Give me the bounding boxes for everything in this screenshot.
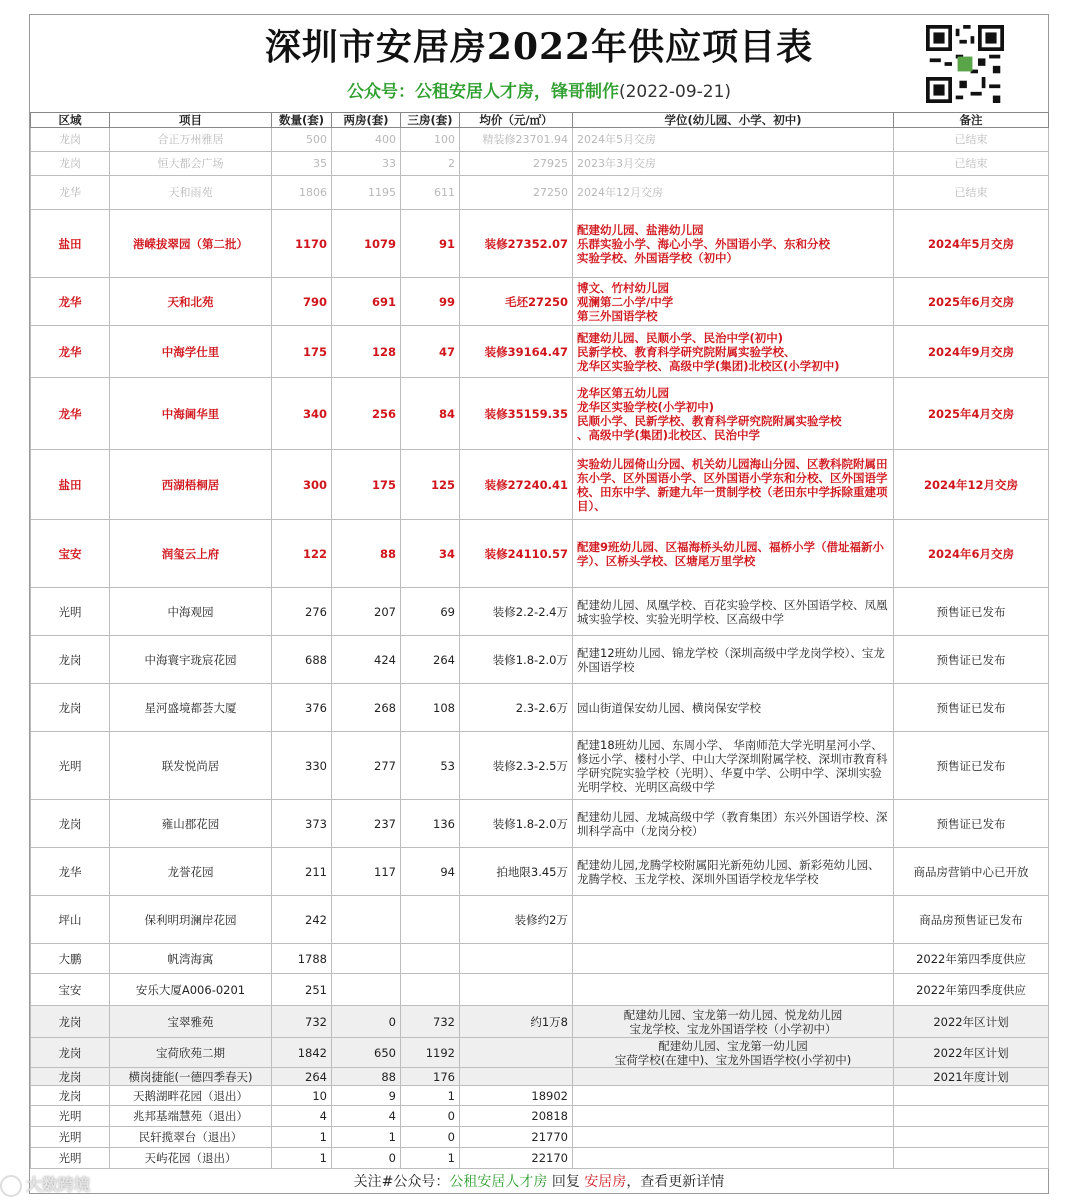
table-cell: 龙岗 xyxy=(31,800,110,848)
table-cell: 龙华 xyxy=(31,176,110,210)
table-cell: 配建幼儿园,龙腾学校附属阳光新苑幼儿园、新彩苑幼儿园、龙腾学校、玉龙学校、深圳外国语学校龙华学校 xyxy=(573,848,894,896)
table-cell: 1 xyxy=(332,1127,401,1148)
table-cell: 175 xyxy=(332,450,401,520)
table-cell: 民轩揽翠台（退出） xyxy=(110,1127,272,1148)
table-cell: 装修35159.35 xyxy=(460,378,573,450)
table-cell: 237 xyxy=(332,800,401,848)
table-row xyxy=(31,1106,1049,1127)
table-cell: 装修2.3-2.5万 xyxy=(460,732,573,800)
table-cell: 天鹅湖畔花园（退出） xyxy=(110,1086,272,1106)
supply-table xyxy=(30,112,1049,1169)
table-cell xyxy=(401,974,460,1006)
table-cell xyxy=(573,1127,894,1148)
footer-mid: 回复 xyxy=(547,1174,585,1190)
table-row xyxy=(31,128,1049,152)
table-cell: 264 xyxy=(272,1068,332,1086)
table-cell: 帆湾海寓 xyxy=(110,944,272,974)
table-cell: 坪山 xyxy=(31,896,110,944)
table-cell: 合正万州雅居 xyxy=(110,128,272,152)
table-cell: 配建幼儿园、民顺小学、民治中学(初中) 民新学校、教育科学研究院附属实验学校、 龙华区实验学校、高级中学(集团)北校区(小学初中) xyxy=(573,326,894,378)
table-row xyxy=(31,1038,1049,1068)
table-cell: 27250 xyxy=(460,176,573,210)
table-cell xyxy=(401,896,460,944)
table-cell xyxy=(573,974,894,1006)
watermark xyxy=(0,1172,90,1197)
table-cell: 1788 xyxy=(272,944,332,974)
table-cell: 176 xyxy=(401,1068,460,1086)
table-cell: 1170 xyxy=(272,210,332,278)
table-row xyxy=(31,684,1049,732)
table-cell: 207 xyxy=(332,588,401,636)
table-cell: 光明 xyxy=(31,1106,110,1127)
table-cell: 0 xyxy=(332,1148,401,1169)
table-cell: 732 xyxy=(272,1006,332,1038)
header-cell: 三房(套) xyxy=(401,113,460,128)
table-cell: 175 xyxy=(272,326,332,378)
table-cell: 2025年6月交房 xyxy=(894,278,1049,326)
table-cell: 配建9班幼儿园、区福海桥头幼儿园、福桥小学（借址福新小学）、区桥头学校、区塘尾万里学校 xyxy=(573,520,894,588)
table-cell: 装修39164.47 xyxy=(460,326,573,378)
table-cell: 联发悦尚居 xyxy=(110,732,272,800)
table-row xyxy=(31,848,1049,896)
table-cell: 732 xyxy=(401,1006,460,1038)
table-cell: 2 xyxy=(401,152,460,176)
table-cell xyxy=(332,896,401,944)
table-header-row xyxy=(31,113,1049,128)
table-cell: 龙华 xyxy=(31,326,110,378)
table-row xyxy=(31,152,1049,176)
table-cell: 装修2.2-2.4万 xyxy=(460,588,573,636)
table-cell: 已结束 xyxy=(894,152,1049,176)
table-row xyxy=(31,520,1049,588)
table-cell xyxy=(894,1106,1049,1127)
table-cell: 2021年度计划 xyxy=(894,1068,1049,1086)
table-cell: 211 xyxy=(272,848,332,896)
table-cell: 宝安 xyxy=(31,520,110,588)
table-cell xyxy=(894,1086,1049,1106)
table-cell: 2025年4月交房 xyxy=(894,378,1049,450)
table-row xyxy=(31,636,1049,684)
table-cell: 龙岗 xyxy=(31,1038,110,1068)
table-cell: 688 xyxy=(272,636,332,684)
table-cell: 龙岗 xyxy=(31,152,110,176)
table-cell: 光明 xyxy=(31,732,110,800)
table-cell: 龙华 xyxy=(31,278,110,326)
table-cell: 276 xyxy=(272,588,332,636)
table-cell: 264 xyxy=(401,636,460,684)
table-cell xyxy=(894,1127,1049,1148)
table-row xyxy=(31,800,1049,848)
table-cell: 125 xyxy=(401,450,460,520)
header-cell: 均价（元/㎡） xyxy=(460,113,573,128)
table-cell: 330 xyxy=(272,732,332,800)
footer-keyword: 安居房 xyxy=(584,1174,627,1190)
table-cell: 20818 xyxy=(460,1106,573,1127)
footer-suffix: ，查看更新详情 xyxy=(626,1174,725,1190)
table-cell: 88 xyxy=(332,520,401,588)
table-cell: 2022年区计划 xyxy=(894,1038,1049,1068)
table-cell: 300 xyxy=(272,450,332,520)
table-cell: 373 xyxy=(272,800,332,848)
table-cell: 2024年12月交房 xyxy=(573,176,894,210)
table-cell: 2022年第四季度供应 xyxy=(894,944,1049,974)
table-cell: 53 xyxy=(401,732,460,800)
table-cell: 星河盛境都荟大厦 xyxy=(110,684,272,732)
table-cell: 精装修23701.94 xyxy=(460,128,573,152)
table-cell: 商品房预售证已发布 xyxy=(894,896,1049,944)
table-cell: 2022年区计划 xyxy=(894,1006,1049,1038)
table-row xyxy=(31,1068,1049,1086)
table-cell: 18902 xyxy=(460,1086,573,1106)
table-cell: 0 xyxy=(401,1106,460,1127)
table-cell: 2024年5月交房 xyxy=(573,128,894,152)
table-cell xyxy=(460,1038,573,1068)
table-cell: 100 xyxy=(401,128,460,152)
table-cell: 装修约2万 xyxy=(460,896,573,944)
table-cell: 22170 xyxy=(460,1148,573,1169)
table-cell: 611 xyxy=(401,176,460,210)
table-cell: 69 xyxy=(401,588,460,636)
qr-code-icon xyxy=(926,25,1004,103)
table-cell: 实验幼儿园倚山分园、机关幼儿园海山分园、区教科院附属田东小学、区外国语小学、区外国语小学东和分校、区外国语学校、田东中学、新建九年一贯制学校（老田东中学拆除重建项目）、 xyxy=(573,450,894,520)
table-cell: 27925 xyxy=(460,152,573,176)
table-cell xyxy=(460,944,573,974)
table-row xyxy=(31,1148,1049,1169)
table-cell: 500 xyxy=(272,128,332,152)
table-cell xyxy=(460,1068,573,1086)
table-cell: 天和北苑 xyxy=(110,278,272,326)
table-row xyxy=(31,450,1049,520)
table-cell: 1079 xyxy=(332,210,401,278)
table-cell: 84 xyxy=(401,378,460,450)
table-row xyxy=(31,732,1049,800)
table-cell: 94 xyxy=(401,848,460,896)
table-cell: 盐田 xyxy=(31,450,110,520)
table-cell: 268 xyxy=(332,684,401,732)
table-row xyxy=(31,378,1049,450)
header-cell: 项目 xyxy=(110,113,272,128)
table-cell xyxy=(573,944,894,974)
table-cell: 2024年6月交房 xyxy=(894,520,1049,588)
table-cell: 650 xyxy=(332,1038,401,1068)
table-cell: 装修1.8-2.0万 xyxy=(460,800,573,848)
table-cell: 龙岗 xyxy=(31,636,110,684)
table-cell: 预售证已发布 xyxy=(894,800,1049,848)
table-cell: 西湖梧桐居 xyxy=(110,450,272,520)
table-row xyxy=(31,896,1049,944)
table-cell: 790 xyxy=(272,278,332,326)
table-cell: 预售证已发布 xyxy=(894,588,1049,636)
table-cell: 1842 xyxy=(272,1038,332,1068)
table-cell: 2.3-2.6万 xyxy=(460,684,573,732)
table-row xyxy=(31,176,1049,210)
table-cell: 已结束 xyxy=(894,128,1049,152)
table-cell: 136 xyxy=(401,800,460,848)
table-cell: 恒大都会广场 xyxy=(110,152,272,176)
table-cell: 预售证已发布 xyxy=(894,684,1049,732)
table-cell: 配建幼儿园、宝龙第一幼儿园、悦龙幼儿园 宝龙学校、宝龙外国语学校（小学初中） xyxy=(573,1006,894,1038)
header-cell: 数量(套) xyxy=(272,113,332,128)
table-cell xyxy=(332,974,401,1006)
table-cell: 龙岗 xyxy=(31,1086,110,1106)
table-cell xyxy=(573,1106,894,1127)
table-cell: 光明 xyxy=(31,588,110,636)
table-cell: 277 xyxy=(332,732,401,800)
table-cell: 中海学仕里 xyxy=(110,326,272,378)
table-cell: 配建幼儿园、龙城高级中学（教育集团）东兴外国语学校、深圳科学高中（龙岗分校） xyxy=(573,800,894,848)
table-cell: 盐田 xyxy=(31,210,110,278)
table-cell: 龙岗 xyxy=(31,1068,110,1086)
table-cell: 400 xyxy=(332,128,401,152)
table-row xyxy=(31,1086,1049,1106)
table-cell: 0 xyxy=(401,1127,460,1148)
table-cell xyxy=(573,1148,894,1169)
table-cell: 保利明玥澜岸花园 xyxy=(110,896,272,944)
table-cell: 博文、竹村幼儿园 观澜第二小学/中学 第三外国语学校 xyxy=(573,278,894,326)
table-cell: 横岗捷能(一德四季春天) xyxy=(110,1068,272,1086)
table-cell: 88 xyxy=(332,1068,401,1086)
table-cell: 340 xyxy=(272,378,332,450)
table-cell: 中海寰宇珑宸花园 xyxy=(110,636,272,684)
table-cell: 1 xyxy=(401,1148,460,1169)
table-cell xyxy=(332,944,401,974)
table-cell: 2023年3月交房 xyxy=(573,152,894,176)
table-cell: 宝翠雅苑 xyxy=(110,1006,272,1038)
table-cell xyxy=(573,1086,894,1106)
watermark-logo-icon xyxy=(0,1175,22,1197)
table-cell: 35 xyxy=(272,152,332,176)
table-row xyxy=(31,326,1049,378)
table-cell: 2024年5月交房 xyxy=(894,210,1049,278)
table-row xyxy=(31,974,1049,1006)
table-cell: 预售证已发布 xyxy=(894,732,1049,800)
table-cell: 港嵘拔翠园（第二批） xyxy=(110,210,272,278)
table-cell: 1 xyxy=(401,1086,460,1106)
table-cell: 34 xyxy=(401,520,460,588)
table-cell: 4 xyxy=(332,1106,401,1127)
table-cell: 47 xyxy=(401,326,460,378)
table-cell: 龙华 xyxy=(31,378,110,450)
subtitle xyxy=(30,77,1048,102)
table-cell: 天和雨苑 xyxy=(110,176,272,210)
table-cell: 1806 xyxy=(272,176,332,210)
table-row xyxy=(31,1127,1049,1148)
table-cell: 122 xyxy=(272,520,332,588)
table-cell: 1192 xyxy=(401,1038,460,1068)
table-cell: 256 xyxy=(332,378,401,450)
table-cell: 龙誉花园 xyxy=(110,848,272,896)
table-cell: 1 xyxy=(272,1148,332,1169)
table-cell: 龙岗 xyxy=(31,128,110,152)
table-cell: 1 xyxy=(272,1127,332,1148)
table-row xyxy=(31,210,1049,278)
table-cell: 配建幼儿园、宝龙第一幼儿园 宝荷学校(在建中)、宝龙外国语学校(小学初中) xyxy=(573,1038,894,1068)
table-cell xyxy=(894,1148,1049,1169)
table-cell: 配建幼儿园、凤凰学校、百花实验学校、区外国语学校、凤凰城实验学校、实验光明学校、区高级中学 xyxy=(573,588,894,636)
table-cell: 117 xyxy=(332,848,401,896)
table-cell: 10 xyxy=(272,1086,332,1106)
table-cell xyxy=(573,896,894,944)
table-cell: 中海阃华里 xyxy=(110,378,272,450)
table-cell: 配建幼儿园、盐港幼儿园 乐群实验小学、海心小学、外国语小学、东和分校 实验学校、外国语学校（初中） xyxy=(573,210,894,278)
table-cell: 约1万8 xyxy=(460,1006,573,1038)
table-cell: 242 xyxy=(272,896,332,944)
table-cell xyxy=(460,974,573,1006)
footer-prefix: 关注#公众号： xyxy=(353,1174,450,1190)
table-cell: 装修1.8-2.0万 xyxy=(460,636,573,684)
table-cell: 424 xyxy=(332,636,401,684)
table-cell: 4 xyxy=(272,1106,332,1127)
table-row xyxy=(31,944,1049,974)
table-cell: 9 xyxy=(332,1086,401,1106)
footer-account: 公租安居人才房 xyxy=(449,1174,548,1190)
table-cell: 1195 xyxy=(332,176,401,210)
table-cell: 装修24110.57 xyxy=(460,520,573,588)
header-cell: 区域 xyxy=(31,113,110,128)
table-cell: 光明 xyxy=(31,1127,110,1148)
table-cell: 装修27240.41 xyxy=(460,450,573,520)
table-cell: 光明 xyxy=(31,1148,110,1169)
table-cell: 2022年第四季度供应 xyxy=(894,974,1049,1006)
table-cell: 装修27352.07 xyxy=(460,210,573,278)
table-cell: 园山街道保安幼儿园、横岗保安学校 xyxy=(573,684,894,732)
table-cell: 龙岗 xyxy=(31,684,110,732)
table-cell: 天屿花园（退出） xyxy=(110,1148,272,1169)
footer-note xyxy=(30,1171,1048,1191)
table-cell: 润玺云上府 xyxy=(110,520,272,588)
header-cell: 学位(幼儿园、小学、初中) xyxy=(573,113,894,128)
table-cell: 预售证已发布 xyxy=(894,636,1049,684)
table-cell: 33 xyxy=(332,152,401,176)
table-cell: 龙岗 xyxy=(31,1006,110,1038)
table-row xyxy=(31,588,1049,636)
table-cell: 龙华 xyxy=(31,848,110,896)
subtitle-date: (2022-09-21) xyxy=(618,82,732,102)
table-cell: 已结束 xyxy=(894,176,1049,210)
table-cell: 龙华区第五幼儿园 龙华区实验学校(小学初中) 民顺小学、民新学校、教育科学研究院附属实验学校 、高级中学(集团)北校区、民治中学 xyxy=(573,378,894,450)
table-cell: 雍山郡花园 xyxy=(110,800,272,848)
table-cell xyxy=(573,1068,894,1086)
table-cell: 大鹏 xyxy=(31,944,110,974)
table-cell: 商品房营销中心已开放 xyxy=(894,848,1049,896)
table-cell: 2024年12月交房 xyxy=(894,450,1049,520)
header-cell: 两房(套) xyxy=(332,113,401,128)
table-row xyxy=(31,1006,1049,1038)
table-cell: 安乐大厦A006-0201 xyxy=(110,974,272,1006)
table-cell: 兆邦基端慧苑（退出） xyxy=(110,1106,272,1127)
header-cell: 备注 xyxy=(894,113,1049,128)
table-cell: 配建18班幼儿园、东周小学、 华南师范大学光明星河小学、修远小学、楼村小学、中山大学深圳附属学校、深圳市教育科学研究院实验学校（光明）、华夏中学、公明中学、深圳实验光明学校、光明区高级中学 xyxy=(573,732,894,800)
table-cell: 中海观园 xyxy=(110,588,272,636)
table-cell: 宝荷欣苑二期 xyxy=(110,1038,272,1068)
table-cell: 配建12班幼儿园、锦龙学校（深圳高级中学龙岗学校）、宝龙外国语学校 xyxy=(573,636,894,684)
spreadsheet xyxy=(29,14,1049,1194)
subtitle-label: 公众号：公租安居人才房，锋哥制作 xyxy=(346,82,619,102)
table-cell: 91 xyxy=(401,210,460,278)
table-cell: 毛坯27250 xyxy=(460,278,573,326)
table-cell: 251 xyxy=(272,974,332,1006)
table-cell: 拍地限3.45万 xyxy=(460,848,573,896)
table-cell: 108 xyxy=(401,684,460,732)
table-cell: 99 xyxy=(401,278,460,326)
table-row xyxy=(31,278,1049,326)
table-cell: 691 xyxy=(332,278,401,326)
table-cell: 21770 xyxy=(460,1127,573,1148)
table-cell: 2024年9月交房 xyxy=(894,326,1049,378)
table-cell xyxy=(401,944,460,974)
table-cell: 376 xyxy=(272,684,332,732)
table-cell: 0 xyxy=(332,1006,401,1038)
page-title: 深圳市安居房2022年供应项目表 xyxy=(264,26,814,68)
watermark-text: 大数跨境 xyxy=(26,1175,91,1194)
table-cell: 宝安 xyxy=(31,974,110,1006)
table-cell: 128 xyxy=(332,326,401,378)
